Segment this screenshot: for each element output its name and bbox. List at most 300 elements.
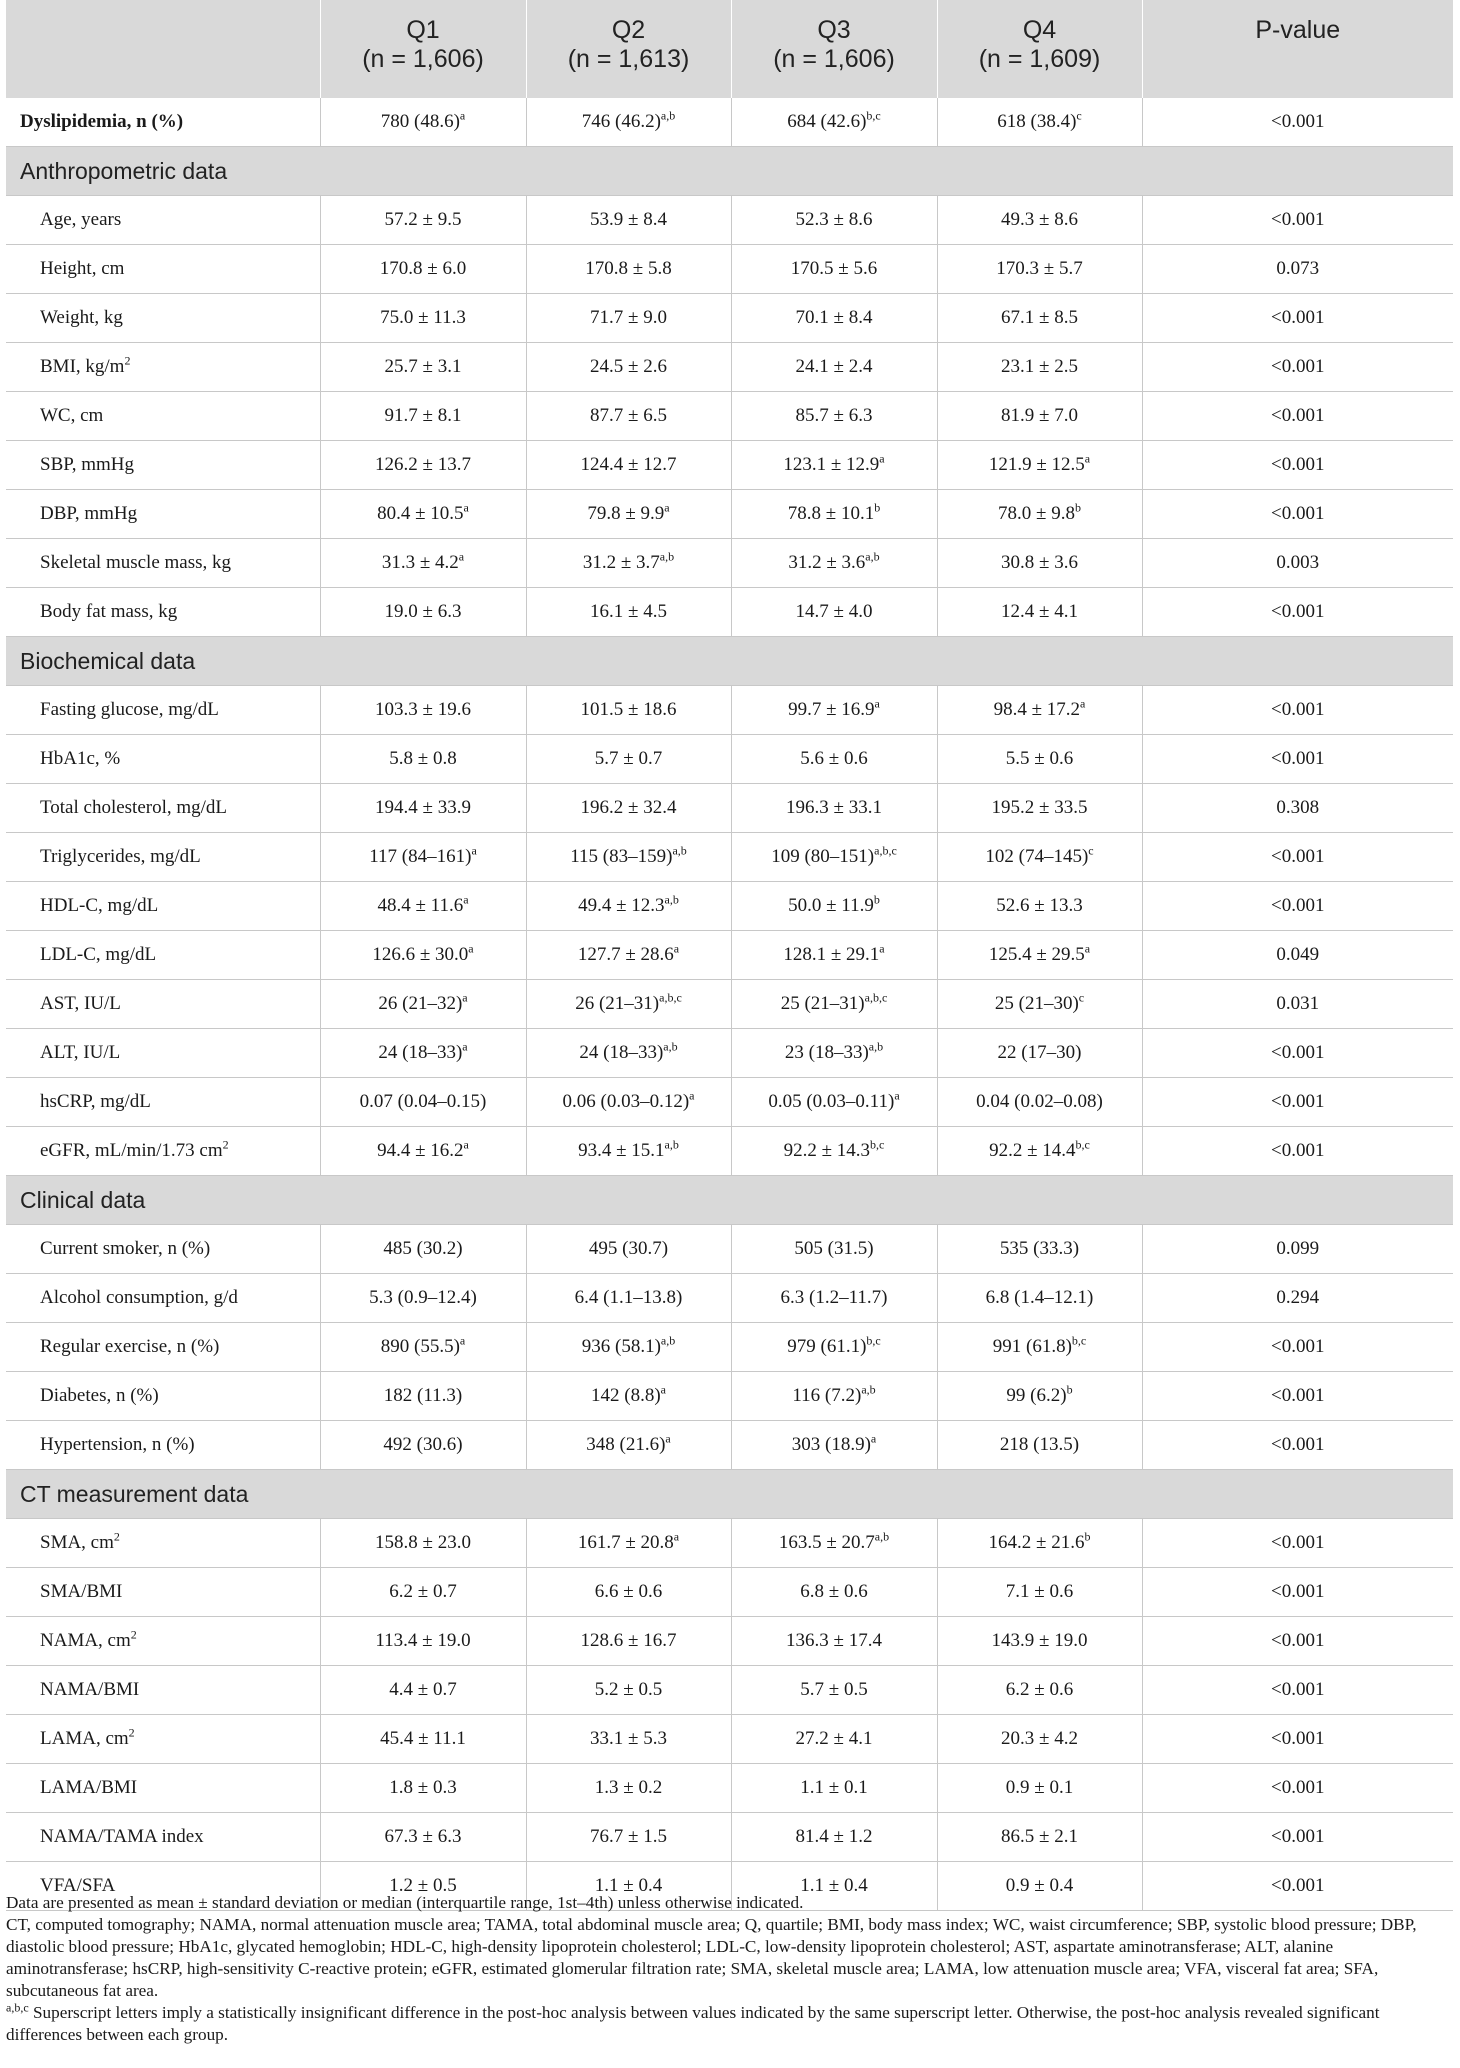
cell-value: 70.1 ± 8.4	[795, 307, 873, 328]
posthoc-superscript: a	[673, 1529, 680, 1544]
cell-pvalue: <0.001	[1142, 98, 1453, 147]
cell-value: 23.1 ± 2.5	[1001, 356, 1078, 377]
row-label	[6, 1225, 320, 1274]
cell-q1	[320, 931, 526, 980]
cell-value: 52.6 ± 13.3	[996, 895, 1083, 916]
cell-value: 170.3 ± 5.7	[996, 258, 1083, 279]
cell-value: 24.1 ± 2.4	[795, 356, 873, 377]
cell-value: 124.4 ± 12.7	[580, 454, 677, 475]
posthoc-superscript: a	[1084, 451, 1091, 466]
row-label	[6, 784, 320, 833]
cell-pvalue: <0.001	[1142, 1764, 1453, 1813]
cell-value: 194.4 ± 33.9	[375, 797, 471, 818]
cell-q1	[320, 588, 526, 637]
cell-q3	[731, 294, 937, 343]
section-header	[6, 1176, 1453, 1225]
cell-pvalue: 0.031	[1142, 980, 1453, 1029]
row-label	[6, 1666, 320, 1715]
cell-pvalue: <0.001	[1142, 1372, 1453, 1421]
cell-pvalue: <0.001	[1142, 1862, 1453, 1911]
posthoc-superscript: b,c	[866, 108, 881, 123]
row-label-text: Current smoker, n (%)	[40, 1238, 211, 1259]
cell-q4	[937, 1813, 1142, 1862]
cell-value: 98.4 ± 17.2	[993, 699, 1081, 720]
cell-value: 170.8 ± 6.0	[379, 258, 467, 279]
cell-q1	[320, 245, 526, 294]
row-label-text: hsCRP, mg/dL	[40, 1091, 151, 1112]
table-row	[6, 1274, 1453, 1323]
cell-q2	[526, 539, 731, 588]
cell-value: 121.9 ± 12.5	[988, 454, 1085, 475]
cell-value: 92.2 ± 14.4	[989, 1140, 1076, 1161]
cell-q4	[937, 1519, 1142, 1568]
cell-pvalue: <0.001	[1142, 833, 1453, 882]
row-label	[6, 1519, 320, 1568]
row-label-text: BMI, kg/m	[40, 356, 125, 377]
cell-value: 780 (48.6)	[380, 111, 460, 132]
cell-q2	[526, 98, 731, 147]
cell-value: 94.4 ± 16.2	[377, 1140, 464, 1161]
cell-pvalue: <0.001	[1142, 1421, 1453, 1470]
cell-value: 57.2 ± 9.5	[384, 209, 462, 230]
cell-q4	[937, 931, 1142, 980]
cell-pvalue: <0.001	[1142, 1813, 1453, 1862]
cell-q3	[731, 441, 937, 490]
row-label-text: Height, cm	[40, 258, 125, 279]
table-row	[6, 1617, 1453, 1666]
cell-q1	[320, 686, 526, 735]
cell-q2	[526, 1764, 731, 1813]
cell-q3	[731, 588, 937, 637]
cell-q1	[320, 1519, 526, 1568]
table-row	[6, 441, 1453, 490]
cell-value: 5.6 ± 0.6	[800, 748, 868, 769]
cell-pvalue: <0.001	[1142, 490, 1453, 539]
cell-value: 25.7 ± 3.1	[384, 356, 462, 377]
cell-value: 85.7 ± 6.3	[795, 405, 873, 426]
cell-value: 6.3 (1.2–11.7)	[780, 1287, 888, 1308]
cell-q1	[320, 833, 526, 882]
cell-value: 1.2 ± 0.5	[389, 1875, 457, 1896]
row-label	[6, 1715, 320, 1764]
cell-value: 196.3 ± 33.1	[786, 797, 882, 818]
cell-q2	[526, 294, 731, 343]
table-row	[6, 1764, 1453, 1813]
cell-value: 170.5 ± 5.6	[790, 258, 878, 279]
cell-value: 78.0 ± 9.8	[998, 503, 1075, 524]
posthoc-superscript: a	[664, 500, 670, 515]
cell-q1	[320, 1225, 526, 1274]
cell-q1	[320, 1274, 526, 1323]
cell-pvalue: 0.073	[1142, 245, 1453, 294]
cell-q2	[526, 882, 731, 931]
header-q3-label: Q3	[817, 16, 851, 44]
posthoc-superscript: a	[689, 1088, 695, 1103]
cell-q4	[937, 1078, 1142, 1127]
cell-q2	[526, 1225, 731, 1274]
cell-pvalue: <0.001	[1142, 294, 1453, 343]
cell-value: 128.6 ± 16.7	[580, 1630, 677, 1651]
row-label-text: SBP, mmHg	[40, 454, 134, 475]
section-header	[6, 637, 1453, 686]
cell-q1	[320, 1323, 526, 1372]
row-label-text: Alcohol consumption, g/d	[40, 1287, 238, 1308]
cell-value: 67.3 ± 6.3	[384, 1826, 462, 1847]
cell-q4	[937, 1225, 1142, 1274]
cell-q4	[937, 539, 1142, 588]
row-label-text: eGFR, mL/min/1.73 cm	[40, 1140, 223, 1161]
row-label	[6, 1274, 320, 1323]
cell-q3	[731, 196, 937, 245]
row-label-text: ALT, IU/L	[40, 1042, 121, 1063]
cell-q4	[937, 882, 1142, 931]
posthoc-superscript: a,b	[868, 1039, 884, 1054]
cell-value: 53.9 ± 8.4	[590, 209, 667, 230]
posthoc-superscript: a,b	[659, 549, 675, 564]
cell-value: 14.7 ± 4.0	[795, 601, 873, 622]
row-label-text: LAMA/BMI	[40, 1777, 138, 1798]
cell-q3	[731, 392, 937, 441]
table-row	[6, 343, 1453, 392]
cell-value: 31.3 ± 4.2	[381, 552, 459, 573]
cell-value: 12.4 ± 4.1	[1001, 601, 1078, 622]
cell-q2	[526, 1715, 731, 1764]
posthoc-superscript: a	[874, 696, 880, 711]
posthoc-superscript: b	[1074, 500, 1081, 515]
cell-value: 0.06 (0.03–0.12)	[562, 1091, 690, 1112]
row-label	[6, 1078, 320, 1127]
cell-q4	[937, 784, 1142, 833]
table-row	[6, 490, 1453, 539]
cell-value: 78.8 ± 10.1	[787, 503, 875, 524]
cell-q1	[320, 980, 526, 1029]
cell-q2	[526, 1519, 731, 1568]
table-row	[6, 1421, 1453, 1470]
cell-q3	[731, 539, 937, 588]
row-label	[6, 1421, 320, 1470]
table-row	[6, 784, 1453, 833]
row-label	[6, 1813, 320, 1862]
cell-value: 75.0 ± 11.3	[380, 307, 466, 328]
cell-value: 123.1 ± 12.9	[783, 454, 880, 475]
cell-q2	[526, 1274, 731, 1323]
cell-value: 1.8 ± 0.3	[389, 1777, 457, 1798]
cell-value: 33.1 ± 5.3	[590, 1728, 667, 1749]
table-row	[6, 539, 1453, 588]
cell-value: 492 (30.6)	[383, 1434, 463, 1455]
row-label-text: Regular exercise, n (%)	[40, 1336, 220, 1357]
row-label	[6, 588, 320, 637]
cell-q3	[731, 1666, 937, 1715]
cell-q2	[526, 1078, 731, 1127]
cell-value: 195.2 ± 33.5	[991, 797, 1088, 818]
cell-value: 505 (31.5)	[794, 1238, 874, 1259]
cell-value: 6.4 (1.1–13.8)	[574, 1287, 683, 1308]
cell-q3	[731, 1421, 937, 1470]
cell-pvalue: <0.001	[1142, 1127, 1453, 1176]
cell-q1	[320, 343, 526, 392]
cell-value: 92.2 ± 14.3	[783, 1140, 871, 1161]
row-label	[6, 1617, 320, 1666]
posthoc-superscript: a,b,c	[874, 843, 897, 858]
header-variable	[6, 0, 320, 98]
cell-q4	[937, 245, 1142, 294]
row-label	[6, 1568, 320, 1617]
cell-q4	[937, 686, 1142, 735]
cell-value: 163.5 ± 20.7	[778, 1532, 875, 1553]
cell-q2	[526, 1029, 731, 1078]
posthoc-superscript: b	[1084, 1529, 1091, 1544]
cell-q1	[320, 1617, 526, 1666]
cell-value: 86.5 ± 2.1	[1001, 1826, 1078, 1847]
posthoc-superscript: a	[879, 941, 885, 956]
cell-pvalue: <0.001	[1142, 392, 1453, 441]
cell-q2	[526, 343, 731, 392]
table-row	[6, 1078, 1453, 1127]
row-label-text: NAMA/TAMA index	[40, 1826, 204, 1847]
cell-q4	[937, 1127, 1142, 1176]
cell-value: 49.4 ± 12.3	[578, 895, 665, 916]
cell-q3	[731, 1078, 937, 1127]
cell-value: 24.5 ± 2.6	[590, 356, 667, 377]
cell-value: 5.3 (0.9–12.4)	[369, 1287, 477, 1308]
posthoc-superscript: a	[870, 1431, 877, 1446]
footnote-data-presentation: Data are presented as mean ± standard deviation or median (interquartile range, 1st–4th) unless otherwise indicated.	[6, 1893, 804, 1912]
cell-q2	[526, 735, 731, 784]
posthoc-superscript: a	[459, 108, 466, 123]
cell-value: 127.7 ± 28.6	[577, 944, 674, 965]
posthoc-superscript: c	[1076, 108, 1082, 123]
posthoc-superscript: a,b	[861, 1382, 876, 1397]
row-label-text: Dyslipidemia, n (%)	[20, 111, 184, 132]
cell-q2	[526, 196, 731, 245]
cell-value: 16.1 ± 4.5	[590, 601, 667, 622]
cell-q4	[937, 1323, 1142, 1372]
cell-pvalue: 0.308	[1142, 784, 1453, 833]
cell-value: 20.3 ± 4.2	[1001, 1728, 1078, 1749]
cell-pvalue: <0.001	[1142, 1078, 1453, 1127]
cell-value: 25 (21–31)	[780, 993, 865, 1014]
unit-superscript: 2	[113, 1529, 120, 1544]
cell-q2	[526, 1568, 731, 1617]
table-row	[6, 1029, 1453, 1078]
cell-value: 126.6 ± 30.0	[372, 944, 469, 965]
cell-q2	[526, 1617, 731, 1666]
row-label-text: VFA/SFA	[40, 1875, 116, 1896]
table-row	[6, 98, 1453, 147]
cell-pvalue: <0.001	[1142, 1568, 1453, 1617]
table-row	[6, 882, 1453, 931]
posthoc-superscript: a,b	[660, 108, 676, 123]
cell-q2	[526, 784, 731, 833]
header-q4-n: (n = 1,609)	[978, 45, 1101, 73]
cell-pvalue: 0.003	[1142, 539, 1453, 588]
cell-value: 161.7 ± 20.8	[577, 1532, 674, 1553]
row-label	[6, 294, 320, 343]
header-q2-n: (n = 1,613)	[567, 45, 690, 73]
cell-q3	[731, 1029, 937, 1078]
row-label-text: Skeletal muscle mass, kg	[40, 552, 232, 573]
cell-q4	[937, 294, 1142, 343]
cell-value: 218 (13.5)	[999, 1434, 1080, 1455]
section-title: Clinical data	[6, 1176, 1453, 1225]
cell-q1	[320, 490, 526, 539]
cell-value: 0.9 ± 0.4	[1005, 1875, 1074, 1896]
cell-q1	[320, 1127, 526, 1176]
header-q4	[937, 0, 1142, 98]
row-label	[6, 882, 320, 931]
row-label	[6, 833, 320, 882]
cell-value: 5.7 ± 0.5	[800, 1679, 868, 1700]
cell-value: 0.07 (0.04–0.15)	[359, 1091, 487, 1112]
cell-q4	[937, 1764, 1142, 1813]
header-q3-n: (n = 1,606)	[773, 45, 895, 73]
cell-q1	[320, 1666, 526, 1715]
cell-q2	[526, 686, 731, 735]
cell-q4	[937, 441, 1142, 490]
posthoc-superscript: a,b	[663, 1039, 678, 1054]
posthoc-superscript: b,c	[1075, 1137, 1090, 1152]
cell-value: 979 (61.1)	[787, 1336, 867, 1357]
cell-value: 50.0 ± 11.9	[788, 895, 874, 916]
cell-q4	[937, 1274, 1142, 1323]
cell-q1	[320, 1764, 526, 1813]
cell-value: 4.4 ± 0.7	[389, 1679, 457, 1700]
cell-value: 1.1 ± 0.1	[800, 1777, 868, 1798]
cell-pvalue: <0.001	[1142, 196, 1453, 245]
row-label-text: Triglycerides, mg/dL	[40, 846, 201, 867]
row-label-text: SMA/BMI	[40, 1581, 123, 1602]
cell-value: 0.9 ± 0.1	[1005, 1777, 1074, 1798]
cell-q4	[937, 1617, 1142, 1666]
row-label	[6, 931, 320, 980]
cell-pvalue: 0.099	[1142, 1225, 1453, 1274]
posthoc-superscript: a	[463, 892, 469, 907]
cell-q3	[731, 833, 937, 882]
row-label	[6, 980, 320, 1029]
cell-q3	[731, 1225, 937, 1274]
posthoc-superscript: a	[468, 941, 474, 956]
row-label-text: Total cholesterol, mg/dL	[40, 797, 228, 818]
cell-q2	[526, 1421, 731, 1470]
posthoc-superscript: c	[1088, 843, 1094, 858]
cell-q2	[526, 1372, 731, 1421]
header-q1-label: Q1	[406, 16, 440, 44]
cell-pvalue: <0.001	[1142, 1617, 1453, 1666]
posthoc-superscript: a	[1084, 941, 1091, 956]
cell-value: 25 (21–30)	[994, 993, 1079, 1014]
cell-value: 23 (18–33)	[784, 1042, 869, 1063]
cell-q2	[526, 490, 731, 539]
cell-q2	[526, 1127, 731, 1176]
cell-value: 1.3 ± 0.2	[594, 1777, 663, 1798]
cell-value: 117 (84–161)	[369, 846, 472, 867]
posthoc-superscript: a,b,c	[659, 990, 682, 1005]
cell-value: 535 (33.3)	[999, 1238, 1080, 1259]
footnote-superscripts	[6, 2002, 1453, 2046]
cell-value: 746 (46.2)	[581, 111, 661, 132]
cell-value: 495 (30.7)	[588, 1238, 669, 1259]
table-row	[6, 1568, 1453, 1617]
header-q4-label: Q4	[1022, 16, 1057, 44]
cell-value: 103.3 ± 19.6	[375, 699, 471, 720]
cell-value: 116 (7.2)	[792, 1385, 862, 1406]
cell-q1	[320, 1813, 526, 1862]
cell-q2	[526, 588, 731, 637]
cell-value: 890 (55.5)	[380, 1336, 460, 1357]
cell-q4	[937, 392, 1142, 441]
cell-pvalue: <0.001	[1142, 343, 1453, 392]
posthoc-superscript: a	[665, 1431, 671, 1446]
row-label-text: WC, cm	[40, 405, 104, 426]
row-label-text: LDL-C, mg/dL	[40, 944, 157, 965]
cell-q4	[937, 490, 1142, 539]
header-q2-label: Q2	[611, 16, 646, 44]
cell-value: 109 (80–151)	[771, 846, 875, 867]
cell-value: 80.4 ± 10.5	[377, 503, 464, 524]
cell-q2	[526, 980, 731, 1029]
cell-value: 26 (21–31)	[575, 993, 660, 1014]
row-label	[6, 686, 320, 735]
cell-q1	[320, 539, 526, 588]
cell-q2	[526, 1666, 731, 1715]
posthoc-superscript: a,b	[660, 1333, 676, 1348]
cell-pvalue: <0.001	[1142, 1029, 1453, 1078]
table-row	[6, 980, 1453, 1029]
cell-value: 5.5 ± 0.6	[1005, 748, 1074, 769]
cell-q3	[731, 1372, 937, 1421]
table-row	[6, 1127, 1453, 1176]
cell-q1	[320, 441, 526, 490]
cell-value: 76.7 ± 1.5	[590, 1826, 667, 1847]
cell-q1	[320, 1568, 526, 1617]
cell-q4	[937, 1715, 1142, 1764]
row-label-text: Body fat mass, kg	[40, 601, 178, 622]
cell-q3	[731, 784, 937, 833]
cell-value: 22 (17–30)	[997, 1042, 1082, 1063]
cell-value: 31.2 ± 3.7	[582, 552, 660, 573]
cell-q4	[937, 1421, 1142, 1470]
cell-q1	[320, 294, 526, 343]
header-q3	[731, 0, 937, 98]
cell-pvalue: <0.001	[1142, 735, 1453, 784]
row-label	[6, 490, 320, 539]
cell-value: 31.2 ± 3.6	[788, 552, 866, 573]
cell-value: 991 (61.8)	[992, 1336, 1072, 1357]
cell-value: 93.4 ± 15.1	[578, 1140, 665, 1161]
cell-q1	[320, 196, 526, 245]
cell-value: 71.7 ± 9.0	[590, 307, 667, 328]
cell-q4	[937, 735, 1142, 784]
cell-value: 24 (18–33)	[579, 1042, 664, 1063]
row-label-text: LAMA, cm	[40, 1728, 129, 1749]
row-label	[6, 539, 320, 588]
cell-value: 102 (74–145)	[985, 846, 1089, 867]
cell-q1	[320, 1421, 526, 1470]
posthoc-superscript: b,c	[870, 1137, 885, 1152]
cell-value: 618 (38.4)	[997, 111, 1077, 132]
section-header	[6, 1470, 1453, 1519]
row-label-text: HDL-C, mg/dL	[40, 895, 159, 916]
row-label-text: Diabetes, n (%)	[40, 1385, 159, 1406]
cell-value: 143.9 ± 19.0	[991, 1630, 1088, 1651]
unit-superscript: 2	[124, 353, 131, 368]
cell-value: 6.8 ± 0.6	[800, 1581, 868, 1602]
cell-q1	[320, 784, 526, 833]
cell-q3	[731, 1617, 937, 1666]
cell-value: 6.2 ± 0.7	[389, 1581, 457, 1602]
cell-q3	[731, 1568, 937, 1617]
